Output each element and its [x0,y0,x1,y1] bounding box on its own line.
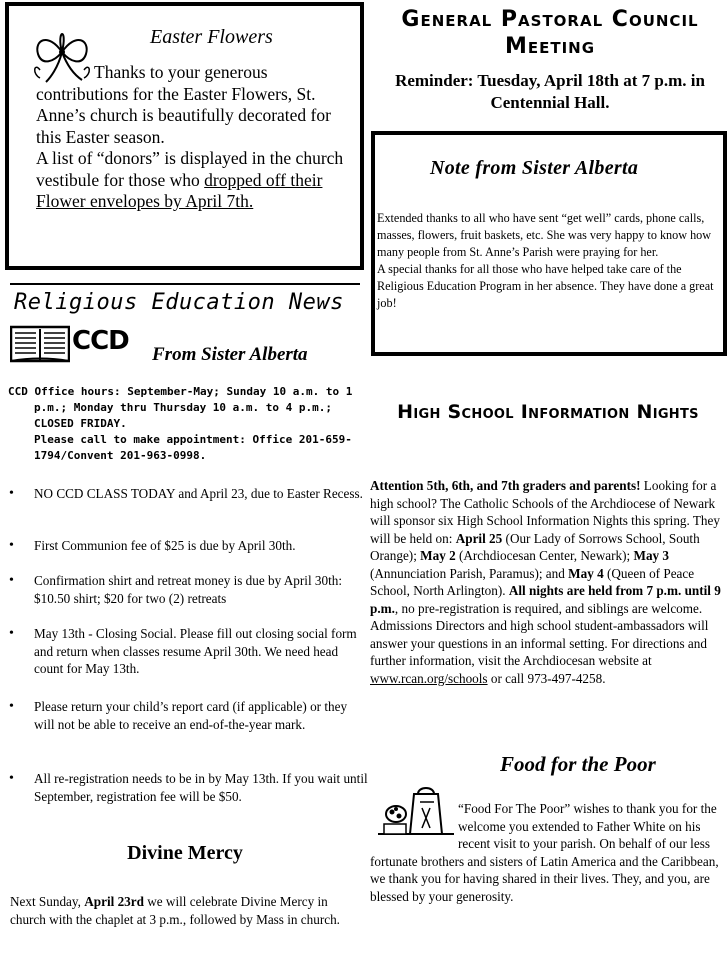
food-for-poor-title: Food for the Poor [500,752,656,776]
food-for-poor-text: “Food For The Poor” wishes to thank you for the welcome you extended to Father White on his recent visit to your parish. On behalf of our less fortunate brothers and sisters of Latin America and the Caribbean, we thank you for having shared in their lives. They, and you, are blessed by your generosity. [370,801,719,904]
divine-mercy-body [10,893,362,928]
dm-text: Next Sunday, [10,894,85,909]
grocery-bag-icon [376,784,456,836]
ccd-hours-text: CCD Office hours: September-May; Sunday 10 a.m. to 1 p.m.; Monday thru Thursday 10 a.m. to 4 p.m.; CLOSED FRIDAY. [8,385,353,430]
hs-text: or call 973-497-4258. [487,670,606,686]
list-item: • May 13th - Closing Social. Please fill out closing social form and return when classes resume April 30th. We need head count for May 13th. [34,625,369,678]
gpc-meeting-reminder: Reminder: Tuesday, April 18th at 7 p.m. in Centennial Hall. [395,71,705,112]
hs-date: April 25 [455,530,503,546]
hs-text: (Archdiocesan Center, Newark); [455,548,634,563]
easter-para2-underlined: dropped off their Flower envelopes by April 7th. [36,169,323,211]
easter-flowers-body [36,62,354,213]
hs-time: All nights are held from 7 p.m. until 9 p.m. [370,583,721,616]
ccd-logo-text: CCD [72,326,129,356]
easter-flowers-para2 [36,148,354,213]
dm-date: April 23rd [84,894,144,909]
easter-flowers-title: Easter Flowers [150,26,273,48]
hs-text: Looking for a high school? The Catholic Schools of the Archdiocese of Newark will sponsor six High School Information Nights this spring. They will be held on: [370,478,720,546]
hs-text: (Our Lady of Sorrows School, South Orange); [370,530,700,563]
hs-lead: Attention 5th, 6th, and 7th graders and parents! [370,478,641,493]
hs-text: (Queen of Peace School, North Arlington). [370,565,695,598]
high-school-nights-title: High School Information Nights [397,401,699,423]
high-school-nights-body [370,477,722,687]
hs-text: (Annunciation Parish, Paramus); and [370,565,569,581]
hs-date: May 3 [633,548,670,563]
easter-flowers-para1: Thanks to your generous contributions for the Easter Flowers, St. Anne’s church is beautifully decorated for this Easter season. [36,62,331,147]
list-item: • NO CCD CLASS TODAY and April 23, due to Easter Recess. [34,485,369,503]
from-sister-alberta: From Sister Alberta [152,344,308,365]
ccd-office-hours [8,384,363,464]
note-para1: Extended thanks to all who have sent “get well” cards, phone calls, masses, flowers, fruit baskets, etc. She was very happy to know how many people from St. Anne’s Parish were praying for her. [377,211,712,259]
note-para2: A special thanks for all those who have helped take care of the Religious Education Program in her absence. They have done a great job! [377,262,714,310]
note-body [377,210,722,312]
hs-date: May 4 [568,565,604,581]
easter-para2-text: A list of “donors” is displayed in the church vestibule for those who [36,148,344,190]
dm-text: we will celebrate Divine Mercy in church with the chaplet at 3 p.m., followed by Mass in church. [10,894,340,927]
list-item: • First Communion fee of $25 is due by April 30th. [34,537,369,555]
hs-text: , no pre-registration is required, and siblings are welcome. Admissions Directors and high school student-ambassadors will answer your questions in an informal setting. For directions and further information, visit the Archdiocesan website at [370,600,709,668]
archdiocese-website-link[interactable]: www.rcan.org/schools [370,670,488,686]
gpc-meeting-title: General Pastoral Council Meeting [401,7,699,59]
list-item: • Confirmation shirt and retreat money is due by April 30th: $10.50 shirt; $20 for two (2) retreats [34,572,369,607]
note-title: Note from Sister Alberta [430,157,639,179]
ccd-appointment-text: Please call to make appointment: Office 201-659-1794/Convent 201-963-0998. [34,433,352,462]
list-item: • Please return your child’s report card (if applicable) or they will not be able to receive an end-of-the-year mark. [34,698,369,733]
religious-education-title: Religious Education News [14,290,344,315]
open-book-icon [10,324,70,364]
hs-date: May 2 [420,548,456,563]
list-item: • All re-registration needs to be in by May 13th. If you wait until September, registration fee will be $50. [34,770,369,805]
divine-mercy-title: Divine Mercy [127,842,243,864]
section-rule [10,283,360,285]
